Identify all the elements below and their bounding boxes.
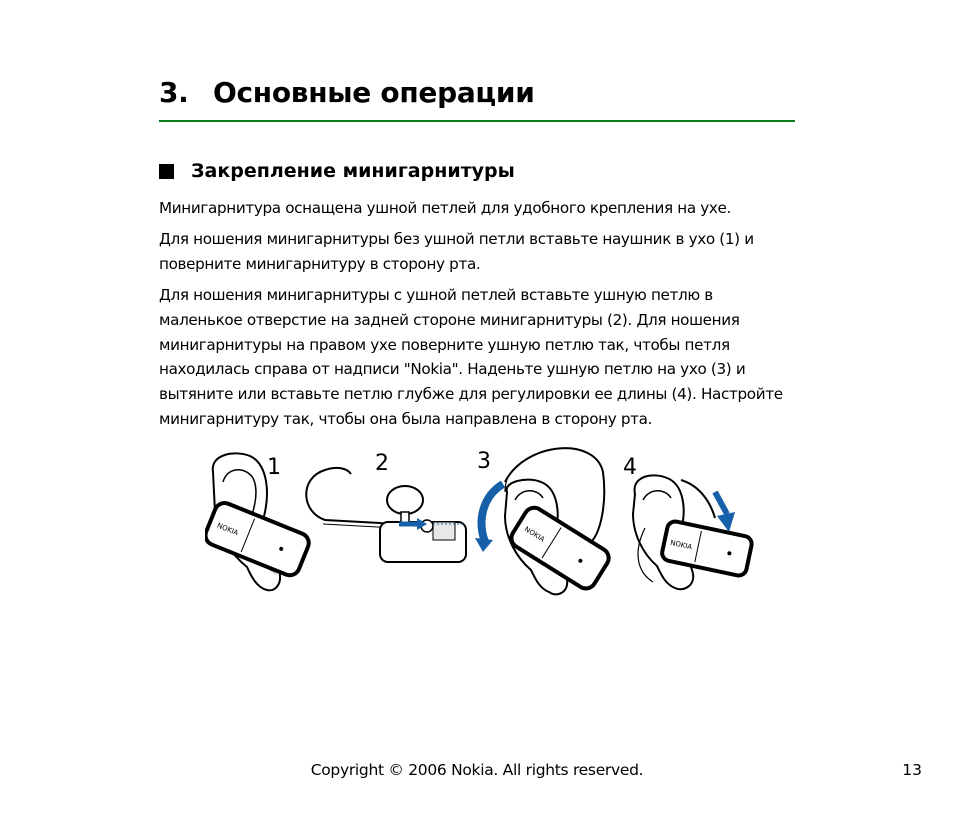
- chapter-title: [159, 76, 535, 109]
- step-4-illustration: [623, 455, 753, 589]
- chapter-number: 3.: [159, 76, 189, 109]
- section-heading-text: Закрепление минигарнитуры: [191, 160, 515, 182]
- brand-label-1: NOKIA: [215, 521, 240, 538]
- page-number: 13: [902, 761, 922, 779]
- step-label-1: 1: [267, 455, 281, 480]
- step-label-3: 3: [477, 449, 491, 474]
- brand-label-3: NOKIA: [522, 525, 547, 544]
- section-heading: [159, 160, 515, 182]
- paragraph-1: Минигарнитура оснащена ушной петлей для удобного крепления на ухе.: [159, 199, 732, 217]
- square-bullet-icon: [159, 164, 174, 179]
- chapter-title-text: Основные операции: [213, 76, 535, 109]
- step-1-illustration: [205, 453, 312, 590]
- headset-illustration: [205, 442, 755, 612]
- step-2-illustration: [306, 451, 466, 562]
- step-3-illustration: [475, 448, 612, 594]
- step-label-4: 4: [623, 455, 637, 480]
- paragraph-2: Для ношения минигарнитуры без ушной петли вставьте наушник в ухо (1) и поверните минигарнитуру в сторону рта.: [159, 230, 754, 273]
- footer-copyright: Copyright © 2006 Nokia. All rights reserved.: [310, 761, 644, 779]
- chapter-rule: [159, 120, 795, 122]
- step-label-2: 2: [375, 451, 389, 476]
- brand-label-4: NOKIA: [669, 538, 693, 552]
- paragraph-3: Для ношения минигарнитуры с ушной петлей вставьте ушную петлю в маленькое отверстие на задней стороне минигарнитуры (2). Для ношения минигарнитуры на правом ухе поверните ушную петлю так, чтобы петля находилась справа от надписи "Nokia". Наденьте ушную петлю на ухо (3) и вытяните или вставьте петлю глубже для регулировки ее длины (4). Настройте минигарнитуру так, чтобы она была направлена в сторону рта.: [159, 286, 783, 428]
